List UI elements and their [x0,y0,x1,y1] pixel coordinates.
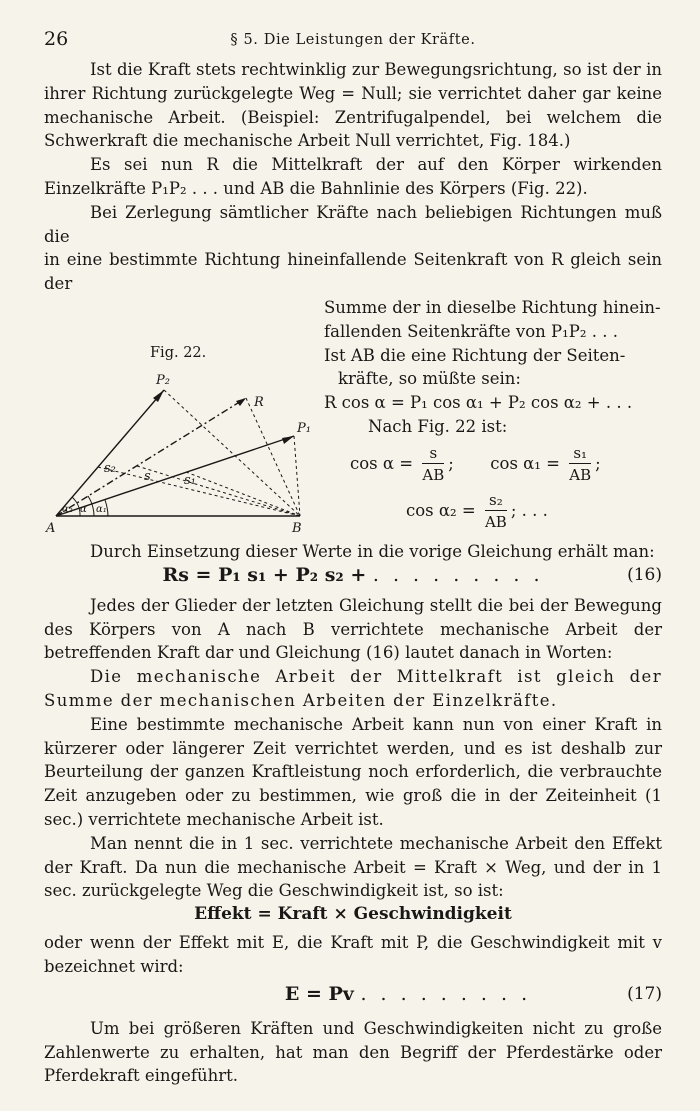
label-b: B [292,520,302,534]
running-head: § 5. Die Leistungen der Kräfte. [230,32,476,48]
formula-text: Rs = P₁ s₁ + P₂ s₂ + [162,563,367,586]
paragraph-3-line-1: Bei Zerlegung sämtlicher Kräfte nach beliebigen Richtungen muß die [44,202,662,246]
separator: ; [448,453,454,473]
label-r: R [254,394,264,410]
figure-22 [44,296,324,534]
equation-17-formula [44,983,662,1007]
arrow-p1 [282,436,294,444]
fraction-numerator: s₁ [569,443,591,464]
arc-alpha2 [72,497,80,516]
fraction-s-ab [422,443,444,486]
fraction-s1-ab [569,443,591,486]
label-p1: P₁ [297,420,311,436]
fraction-s2-ab [485,490,507,533]
proj-p2 [164,390,300,516]
fraction-denominator: AB [484,512,507,531]
perp-s [137,466,300,516]
label-alpha2: α₂ [62,503,73,515]
perp-s1 [186,472,300,516]
line-ar [56,398,246,516]
leader-dots: . . . . . . . . . [360,982,532,1005]
equation-17 [44,983,662,1013]
formula-text: E = Pv [284,982,354,1005]
fraction-denominator: AB [569,465,592,484]
label-s1: s₁ [184,472,196,488]
cos-alpha-lhs: cos α = [350,453,414,473]
paragraph-4: Durch Einsetzung dieser Werte in die vorige Gleichung erhält man: [90,541,655,561]
text-beside-figure [324,296,662,534]
label-p2: P₂ [156,372,170,388]
cos-alpha2-lhs: cos α₂ = [406,500,476,520]
equation-16 [44,564,662,594]
figure-caption: Fig. 22. [150,344,207,361]
nach-fig-22: Nach Fig. 22 ist: [368,416,508,436]
page-header [44,28,662,58]
fraction-numerator: s₂ [485,490,507,511]
arc-alpha [88,496,94,516]
paragraph-2: Es sei nun R die Mittelkraft der auf den Körper wirkenden Einzelkräfte P₁P₂ . . . und AB die Bahnlinie des Körpers (Fig. 22). [44,155,662,198]
figure-block [44,296,662,534]
effekt-formula: Effekt = Kraft × Geschwindigkeit [194,904,512,925]
right-line-2: fallenden Seitenkräfte von P₁P₂ . . . [324,321,618,341]
right-line-3: Ist AB die eine Richtung der Seiten- [324,345,626,365]
equation-16-formula [44,564,662,588]
force-diagram [44,356,314,534]
paragraph-3-line-2: in eine bestimmte Richtung hineinfallende Seitenkraft von R gleich sein der [44,250,662,294]
label-a: A [46,520,56,534]
page-number: 26 [44,28,69,50]
leader-dots: . . . . . . . . . [372,563,544,586]
cos-alpha1-lhs: cos α₁ = [490,453,560,473]
label-s: s [144,468,151,484]
arrow-r [236,398,246,406]
fraction-denominator: AB [422,465,445,484]
equation-number: (16) [627,564,662,585]
paragraph-8: Man nennt die in 1 sec. verrichtete mechanische Arbeit den Effekt der Kraft. Da nun die mechanische Arbeit = Kraft × Weg, und der in 1 sec. zurückgelegte Weg die Geschwindigkeit ist, so ist: [44,833,662,901]
equation-effekt [44,903,662,931]
paragraph-1: Ist die Kraft stets rechtwinklig zur Bewegungsrichtung, so ist der in ihrer Richtung zurückgelegte Weg = Null; sie verrichtet daher gar keine mechanische Arbeit. (Beispiel: Zentrifugalpendel, bei welchem die Schwerkraft die mechanische Arbeit Null verrichtet, Fig. 184.) [44,60,662,151]
page [44,28,662,1088]
trailing-dots: ; . . . [510,500,548,520]
paragraph-6: Die mechanische Arbeit der Mittelkraft ist gleich der Summe der mechanischen Arbeiten der Einzelkräfte. [44,667,662,710]
label-alpha: α [80,503,87,515]
label-alpha1: α₁ [96,503,107,515]
right-line-1: Summe der in dieselbe Richtung hinein- [324,297,661,317]
paragraph-9: oder wenn der Effekt mit E, die Kraft mit P, die Geschwindigkeit mit v bezeichnet wird: [44,933,662,976]
paragraph-10: Um bei größeren Kräften und Geschwindigkeiten nicht zu große Zahlenwerte zu erhalten, hat man den Begriff der Pferdestärke oder Pferdekraft eingeführt. [44,1018,662,1086]
paragraph-5: Jedes der Glieder der letzten Gleichung stellt die bei der Bewegung des Körpers von A nach B verrichtete mechanische Arbeit der betreffenden Kraft dar und Gleichung (16) lautet danach in Worten: [44,595,662,663]
fraction-numerator: s [422,443,444,464]
formula-row-2 [324,490,662,533]
label-s2: s₂ [104,460,116,476]
equation-r-cos: R cos α = P₁ cos α₁ + P₂ cos α₂ + . . . [324,393,633,413]
formula-row-1 [324,443,662,486]
paragraph-7: Eine bestimmte mechanische Arbeit kann nun von einer Kraft in kürzerer oder längerer Zeit verrichtet werden, und es ist deshalb zur Beurteilung der ganzen Kraftleistung noch erforderlich, die verbrauchte Zeit anzugeben oder zu bestimmen, wie groß die in der Zeiteinheit (1 sec.) verrichtete mechanische Arbeit ist. [44,714,662,829]
equation-number: (17) [627,983,662,1004]
right-line-4: kräfte, so müßte sein: [338,369,521,389]
separator: ; [595,453,601,473]
